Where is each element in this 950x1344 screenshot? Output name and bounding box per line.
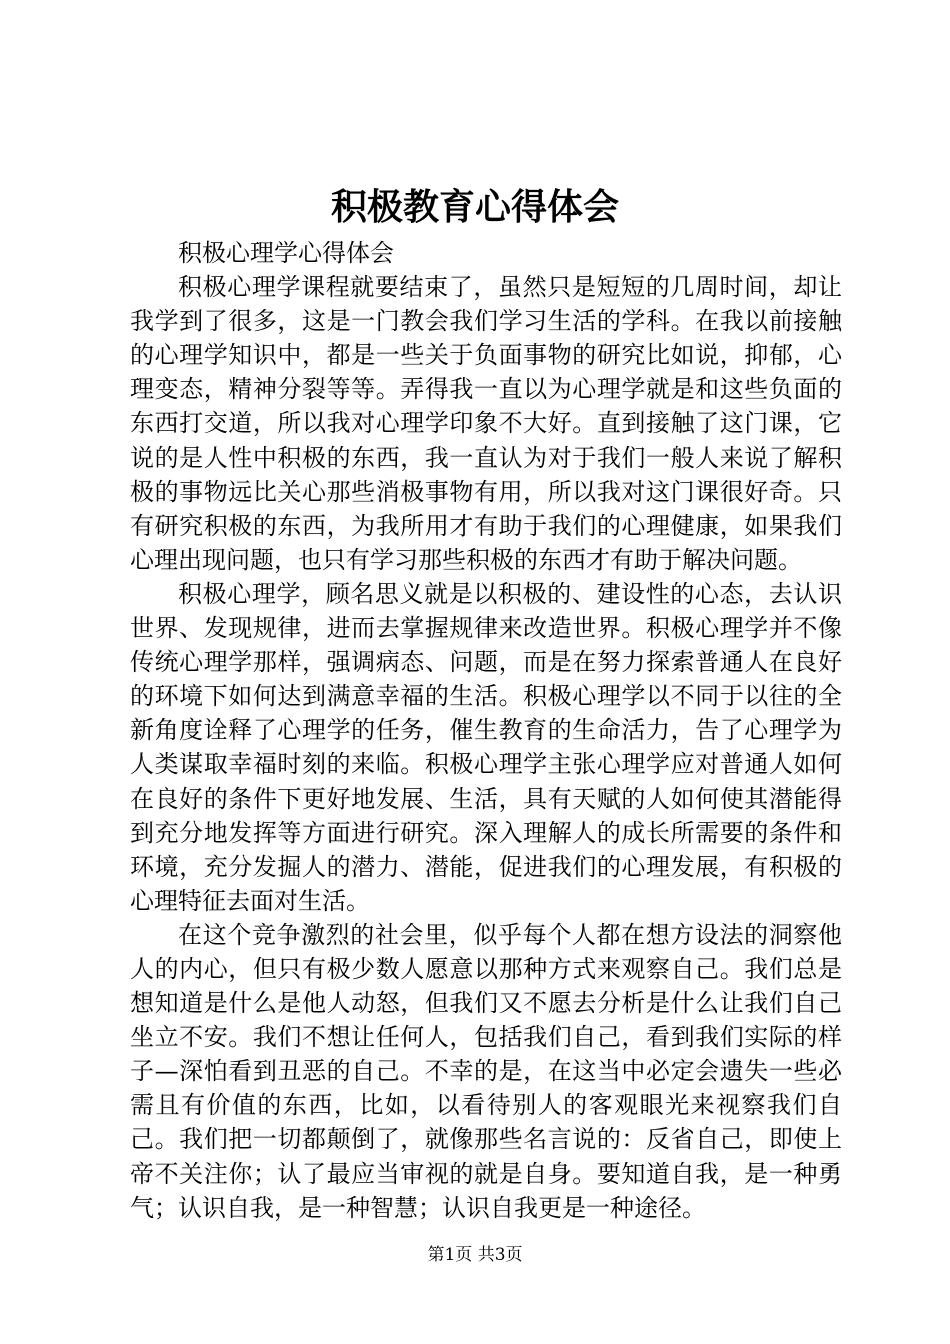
document-title: 积极教育心得体会 [330, 186, 619, 228]
page-footer [0, 1243, 950, 1267]
paragraph-subtitle: 积极心理学心得体会 [178, 239, 394, 267]
document-body [130, 236, 842, 1225]
paragraph: 积极心理学，顾名思义就是以积极的、建设性的心态，去认识世界、发现规律，进而去掌握规律来改造世界。积极心理学并不像传统心理学那样，强调病态、问题，而是在努力探索普通人在良好的环境下如何达到满意幸福的生活。积极心理学以不同于以往的全新角度诠释了心理学的任务，催生教育的生命活力，告了心理学为人类谋取幸福时刻的来临。积极心理学主张心理学应对普通人如何在良好的条件下更好地发展、生活，具有天赋的人如何使其潜能得到充分地发挥等方面进行研究。深入理解人的成长所需要的条件和环境，充分发掘人的潜力、潜能，促进我们的心理发展，有积极的心理特征去面对生活。 [130, 579, 842, 915]
paragraph: 积极心理学课程就要结束了，虽然只是短短的几周时间，却让我学到了很多，这是一门教会我们学习生活的学科。在我以前接触的心理学知识中，都是一些关于负面事物的研究比如说，抑郁，心理变态，精神分裂等等。弄得我一直以为心理学就是和这些负面的东西打交道，所以我对心理学印象不大好。直到接触了这门课，它说的是人性中积极的东西，我一直认为对于我们一般人来说了解积极的事物远比关心那些消极事物有用，所以我对这门课很好奇。只有研究积极的东西，为我所用才有助于我们的心理健康，如果我们心理出现问题，也只有学习那些积极的东西才有助于解决问题。 [130, 273, 842, 574]
page-indicator: 第1页 共3页 [427, 1245, 523, 1265]
paragraph: 在这个竞争激烈的社会里，似乎每个人都在想方设法的洞察他人的内心，但只有极少数人愿意以那种方式来观察自己。我们总是想知道是什么是他人动怒，但我们又不愿去分析是什么让我们自己坐立不安。我们不想让任何人，包括我们自己，看到我们实际的样子—深怕看到丑恶的自己。不幸的是，在这当中必定会遗失一些必需且有价值的东西，比如，以看待别人的客观眼光来视察我们自己。我们把一切都颠倒了，就像那些名言说的：反省自己，即使上帝不关注你；认了最应当审视的就是自身。要知道自我，是一种勇气；认识自我，是一种智慧；认识自我更是一种途径。 [130, 920, 842, 1222]
